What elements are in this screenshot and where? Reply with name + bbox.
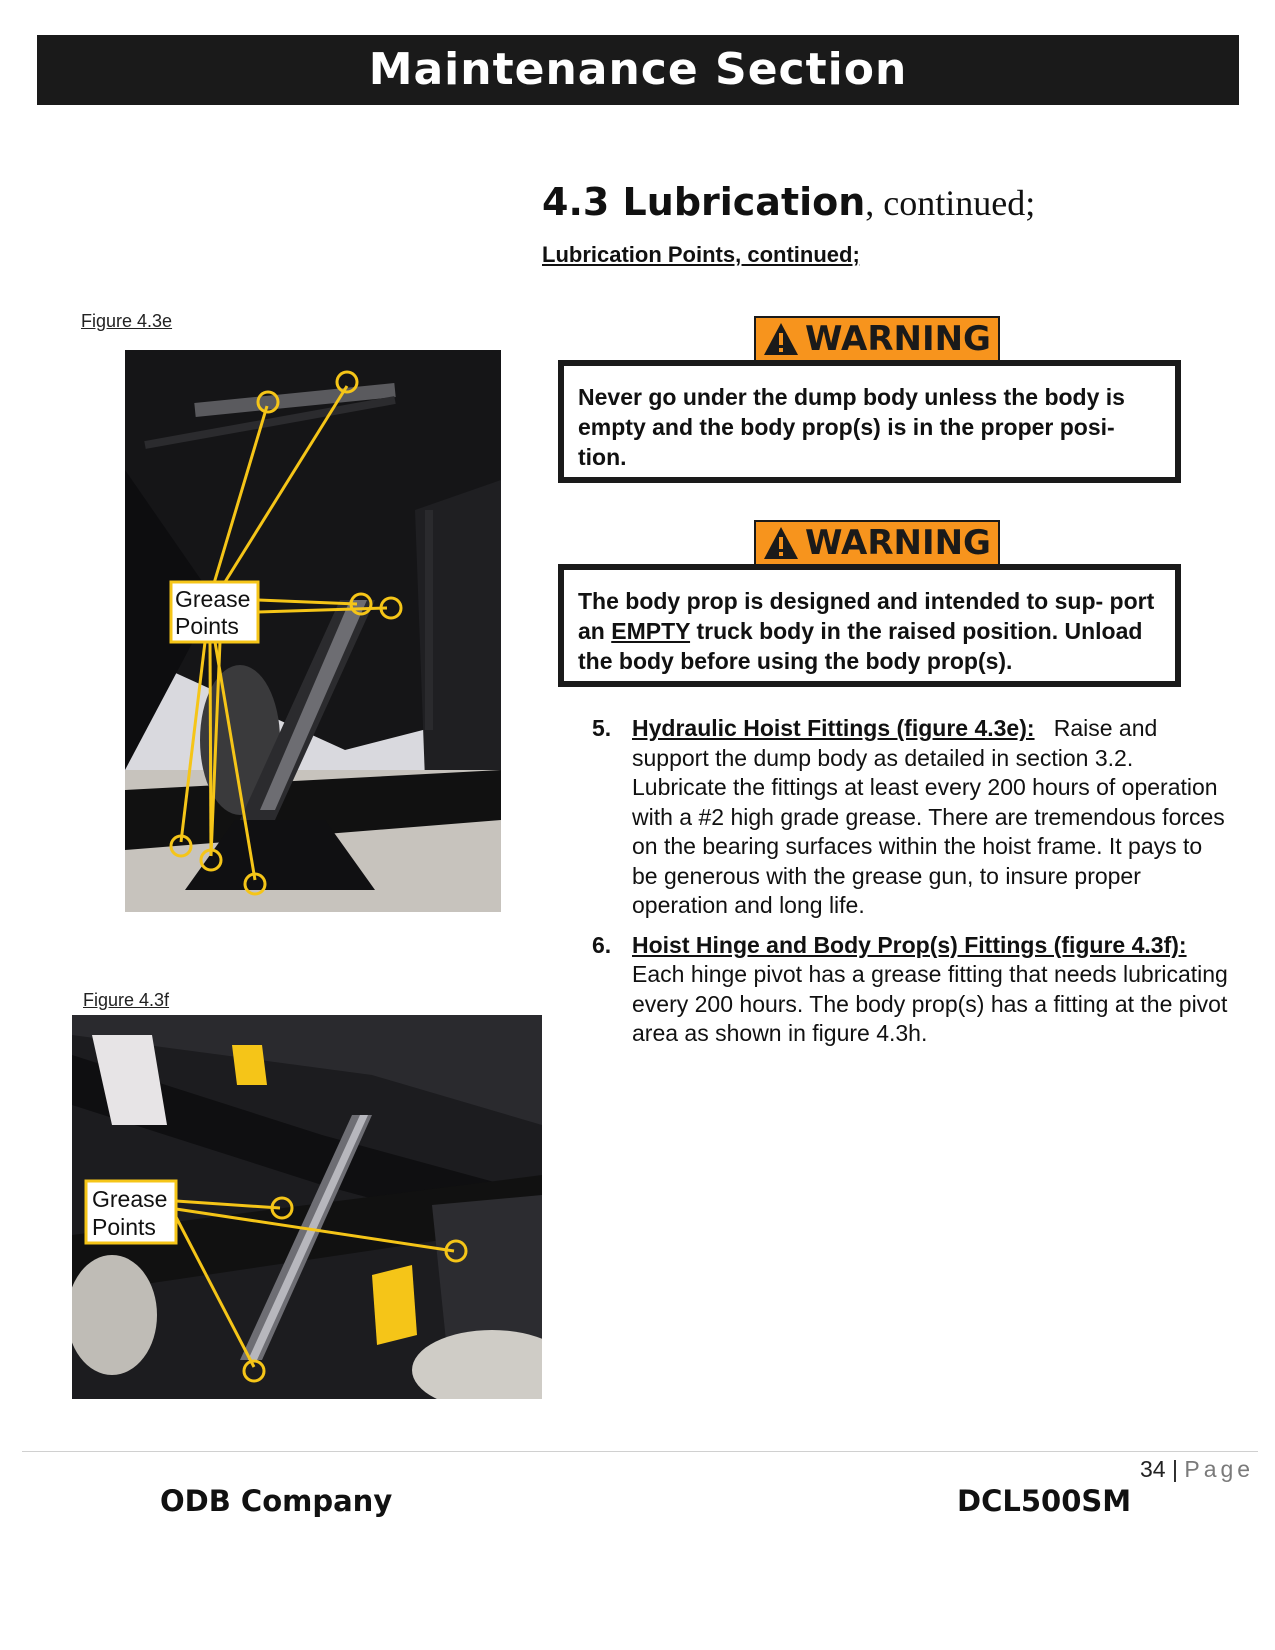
warning-label-text: WARNING xyxy=(805,523,991,563)
grease-points-label-2 xyxy=(92,1185,167,1241)
list-item-body: Raise and support the dump body as detailed in section 3.2. Lubricate the fittings at least every 200 hours of operation with a #2 high grade grease. There are tremendous forces on the bearing surfaces within the hoist frame. It pays to be generous with the grease gun, to insure proper operation and long life. xyxy=(632,715,1225,918)
warning-label-1 xyxy=(754,316,1000,362)
footer-model: DCL500SM xyxy=(957,1484,1132,1518)
subsection-heading: Lubrication Points, continued; xyxy=(542,242,860,267)
grease-label-line2: Points xyxy=(175,613,239,639)
figure-caption-4-3e: Figure 4.3e xyxy=(81,311,173,331)
footer-company: ODB Company xyxy=(160,1484,393,1518)
warning-triangle-icon xyxy=(763,322,799,356)
warning-triangle-icon xyxy=(763,526,799,560)
figure-caption-4-3f: Figure 4.3f xyxy=(83,990,170,1010)
list-item-body: Each hinge pivot has a grease fitting that needs lubricating every 200 hours. The body prop(s) has a fitting at the pivot area as shown in figure 4.3h. xyxy=(632,961,1228,1046)
warning-text-2a: The body prop is designed and intended to sup- port an xyxy=(578,588,1155,644)
grease-label-line2: Points xyxy=(92,1214,156,1240)
header-bar xyxy=(37,35,1239,105)
list-item-number: 6. xyxy=(592,931,612,958)
page-separator: | xyxy=(1165,1456,1185,1482)
grease-label-line1: Grease xyxy=(175,586,251,612)
warning-box-2 xyxy=(558,564,1181,687)
warning-box-1 xyxy=(558,360,1181,483)
lubrication-list xyxy=(592,714,1232,1059)
warning-text-2b: truck body in the raised position. Unload the body before using the body prop(s). xyxy=(578,618,1143,674)
figure-4-3f-photo xyxy=(72,1015,542,1399)
page-number-value: 34 xyxy=(1140,1456,1166,1482)
grease-label-line1: Grease xyxy=(92,1186,168,1212)
page-word: Page xyxy=(1184,1456,1255,1482)
list-item xyxy=(592,714,1232,921)
section-title: 4.3 Lubrication xyxy=(542,180,866,224)
grease-points-label xyxy=(175,586,250,640)
warning-emphasis: EMPTY xyxy=(611,618,691,644)
warning-label-2 xyxy=(754,520,1000,566)
list-item-number: 5. xyxy=(592,715,612,741)
warning-label-text: WARNING xyxy=(805,319,991,359)
list-item xyxy=(592,931,1232,1049)
page-title: Maintenance Section xyxy=(368,44,908,95)
warning-text-1: Never go under the dump body unless the body is empty and the body prop(s) is in the proper posi- tion. xyxy=(578,384,1125,470)
list-item-title: Hydraulic Hoist Fittings (figure 4.3e): xyxy=(632,715,1035,741)
footer-divider xyxy=(22,1451,1258,1452)
figure-4-3e-photo xyxy=(125,350,501,912)
list-item-title: Hoist Hinge and Body Prop(s) Fittings (figure 4.3f): xyxy=(632,931,1187,958)
section-continued: , continued; xyxy=(865,183,1036,223)
page-number xyxy=(1140,1456,1254,1483)
section-heading xyxy=(542,180,1035,225)
